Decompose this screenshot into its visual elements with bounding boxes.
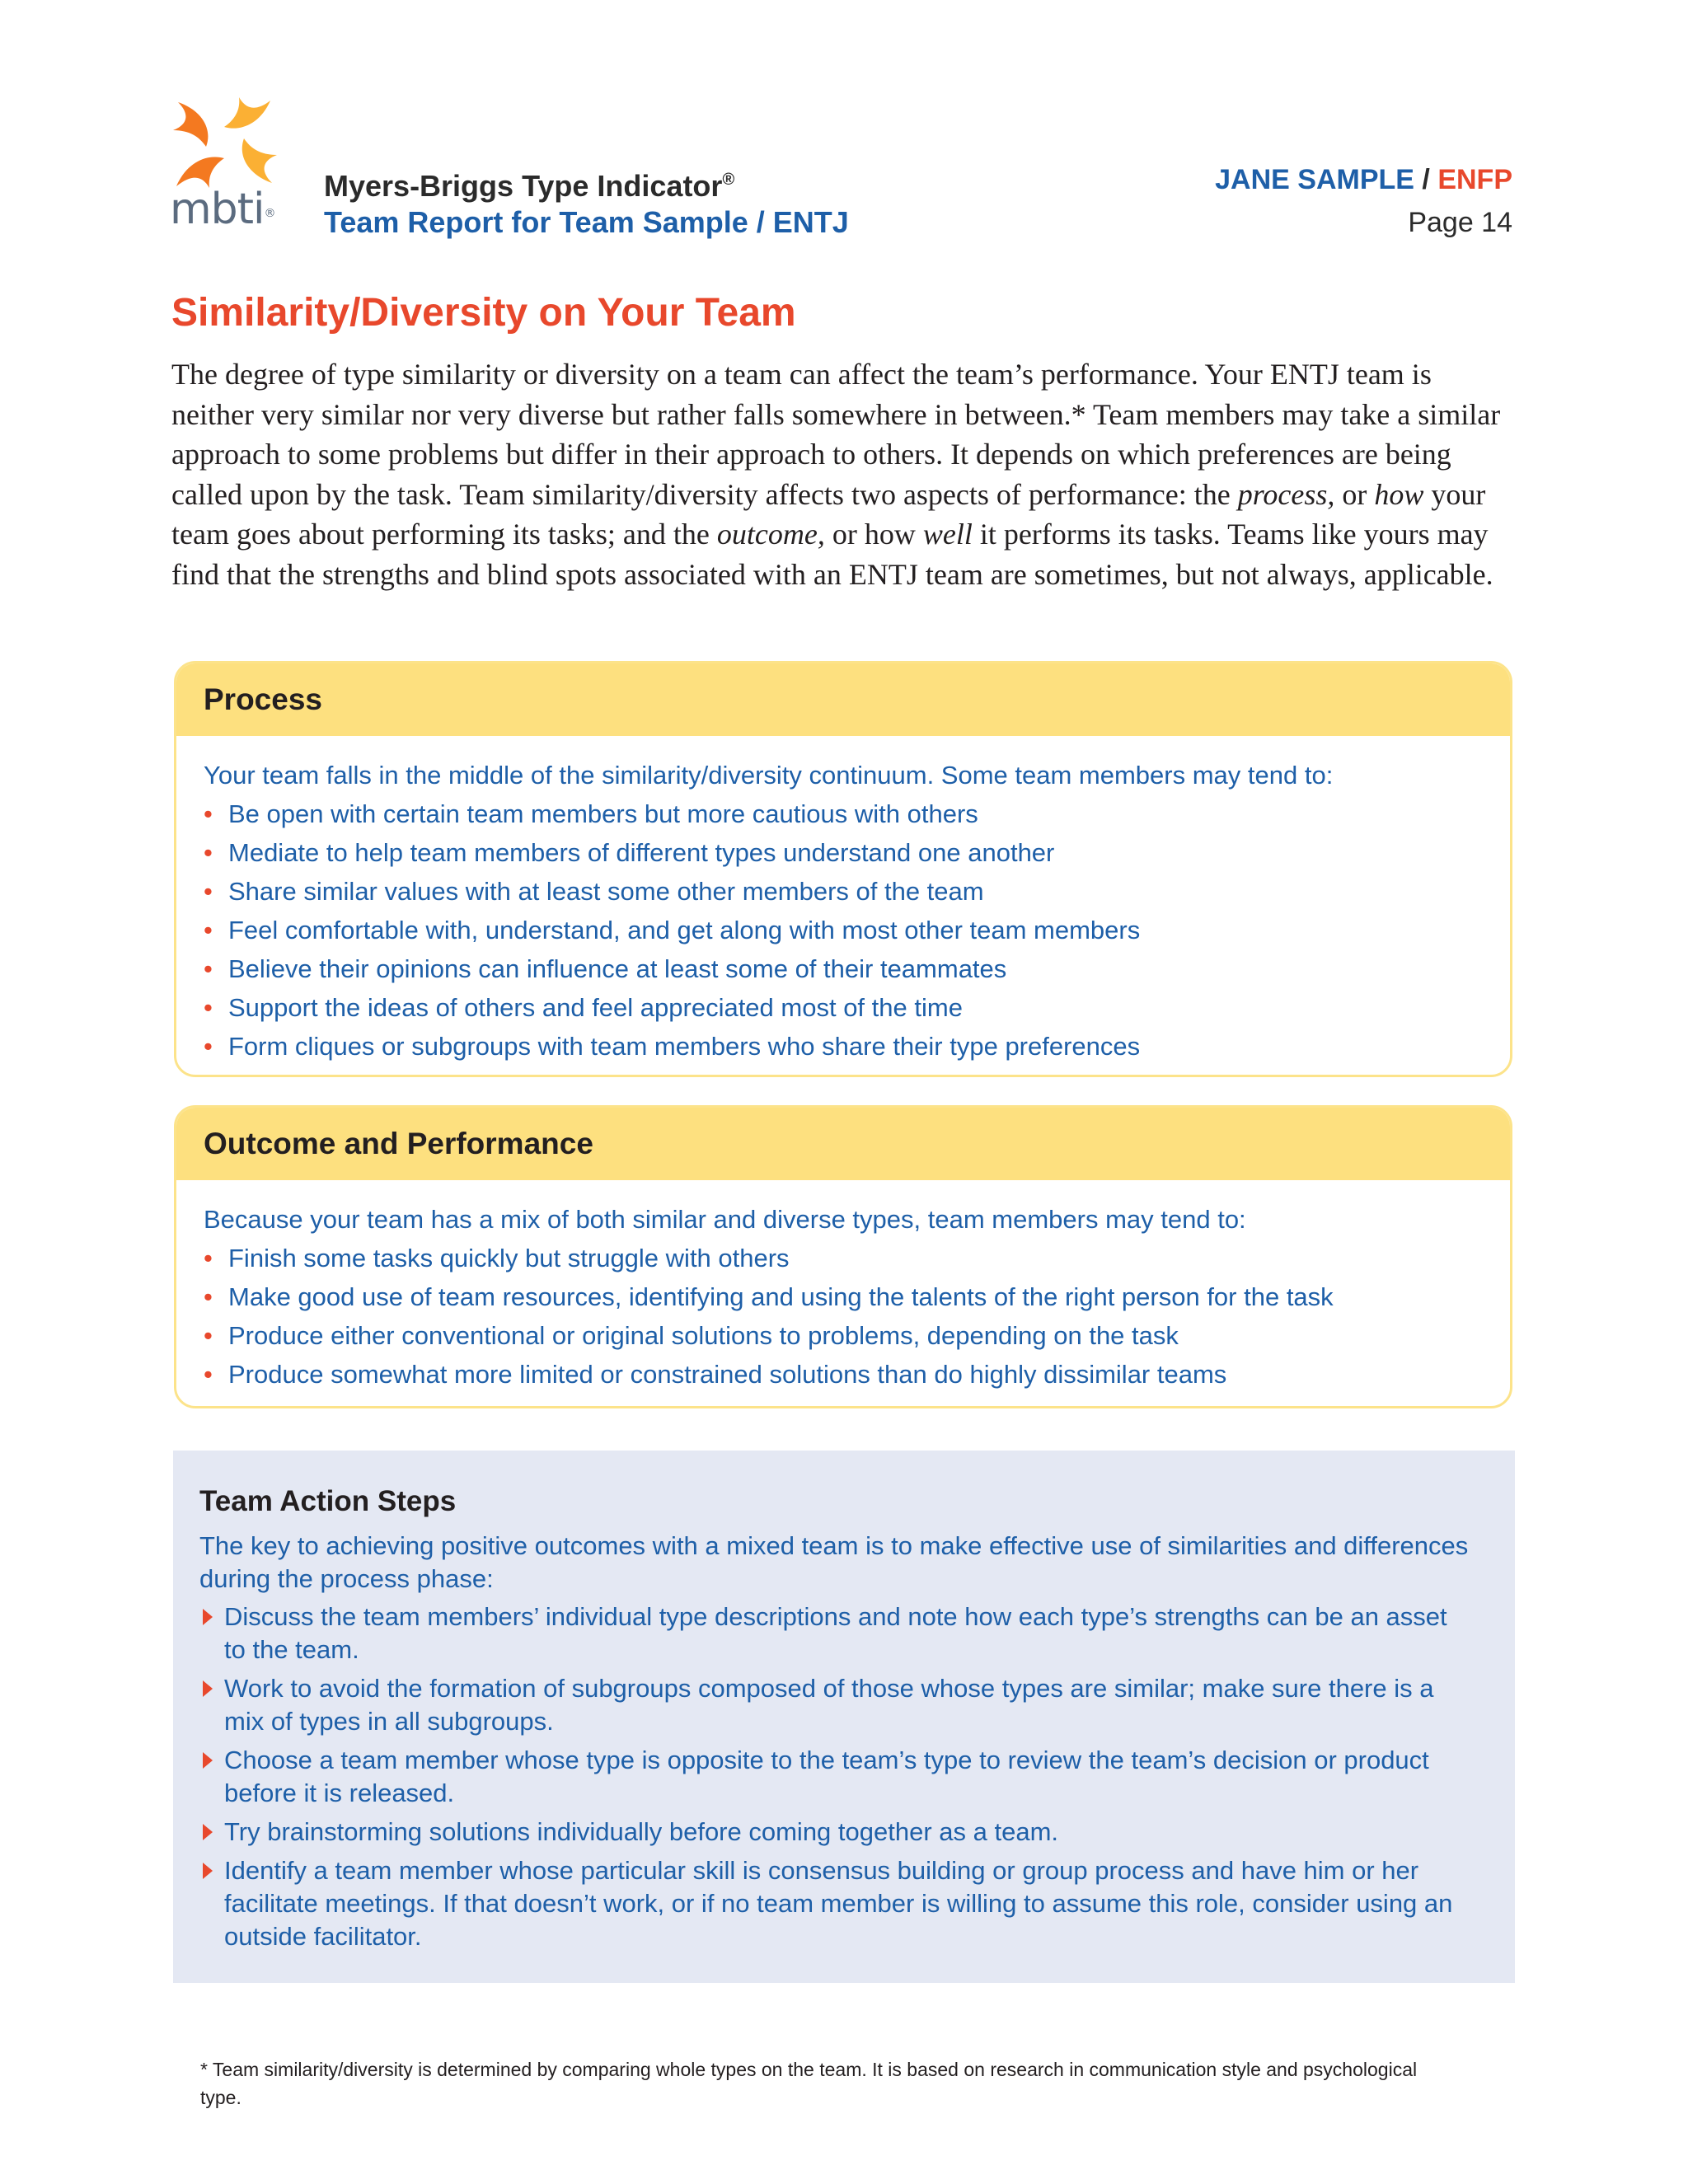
team-action-steps-panel: [173, 1451, 1515, 1983]
bullet-icon: •: [204, 1244, 213, 1272]
bullet-icon: •: [204, 1360, 213, 1389]
list-item: Work to avoid the formation of subgroups composed of those whose types are similar; make sure there is a mix of types in all subgroups.: [199, 1672, 1489, 1738]
list-item: • Produce either conventional or original solutions to problems, depending on the task: [204, 1316, 1483, 1355]
bullet-icon: •: [204, 1282, 213, 1311]
list-item: • Believe their opinions can influence at least some of their teammates: [204, 949, 1483, 988]
report-subtitle: Team Report for Team Sample / ENTJ: [324, 205, 849, 239]
triangle-bullet-icon: [203, 1824, 213, 1840]
action-steps-heading: Team Action Steps: [199, 1485, 457, 1517]
mbti-star-icon: [170, 97, 279, 188]
bullet-icon: •: [204, 993, 213, 1022]
outcome-box: [174, 1105, 1512, 1408]
process-lead: Your team falls in the middle of the similarity/diversity continuum. Some team members may tend to:: [204, 761, 1334, 790]
mbti-wordmark: mbti®: [170, 185, 275, 234]
list-item: Identify a team member whose particular skill is consensus building or group process and have him or her facilitate meetings. If that doesn’t work, or if no team member is willing to assume this role, consider using an outside facilitator.: [199, 1854, 1489, 1953]
bullet-icon: •: [204, 916, 213, 944]
bullet-icon: •: [204, 954, 213, 983]
page-number: Page 14: [1408, 207, 1512, 238]
list-item: • Share similar values with at least some other members of the team: [204, 872, 1483, 911]
mbti-logo: [170, 97, 279, 239]
list-item: • Feel comfortable with, understand, and get along with most other team members: [204, 911, 1483, 949]
triangle-bullet-icon: [203, 1752, 213, 1769]
action-steps-lead: The key to achieving positive outcomes with a mixed team is to make effective use of similarities and differences during the process phase:: [199, 1531, 1469, 1593]
list-item: Choose a team member whose type is opposite to the team’s type to review the team’s decision or product before it is released.: [199, 1744, 1489, 1810]
bullet-icon: •: [204, 1321, 213, 1350]
footnote: * Team similarity/diversity is determined by comparing whole types on the team. It is based on research in communication style and psychological type.: [200, 2059, 1418, 2108]
person-name: JANE SAMPLE: [1215, 164, 1414, 195]
list-item: • Produce somewhat more limited or constrained solutions than do highly dissimilar teams: [204, 1355, 1483, 1394]
outcome-heading: Outcome and Performance: [176, 1108, 1510, 1180]
bullet-icon: •: [204, 838, 213, 867]
list-item: • Be open with certain team members but more cautious with others: [204, 794, 1483, 833]
bullet-icon: •: [204, 1032, 213, 1061]
page-title: Similarity/Diversity on Your Team: [171, 291, 796, 335]
action-steps-list: [199, 1601, 1489, 1953]
bullet-icon: •: [204, 877, 213, 906]
list-item: Try brainstorming solutions individually before coming together as a team.: [199, 1816, 1489, 1849]
triangle-bullet-icon: [203, 1609, 213, 1625]
name-type-separator: /: [1422, 164, 1430, 195]
report-title: Myers-Briggs Type Indicator®: [324, 169, 735, 203]
triangle-bullet-icon: [203, 1863, 213, 1879]
list-item: • Form cliques or subgroups with team members who share their type preferences: [204, 1027, 1483, 1066]
person-type: ENFP: [1437, 164, 1512, 195]
bullet-icon: •: [204, 799, 213, 828]
outcome-list: [204, 1239, 1483, 1394]
list-item: • Finish some tasks quickly but struggle with others: [204, 1239, 1483, 1277]
process-list: [204, 794, 1483, 1066]
process-heading: Process: [176, 663, 1510, 736]
list-item: • Make good use of team resources, identifying and using the talents of the right person for the task: [204, 1277, 1483, 1316]
intro-paragraph: The degree of type similarity or diversity on a team can affect the team’s performance. Your ENTJ team is neither very similar nor very diverse but rather falls somewhere in between.* Team members may take a similar approach to some problems but differ in their approach to others. It depends on which preferences are being called upon by the task. Team similarity/diversity affects two aspects of performance: the process, or how your team goes about performing its tasks; and the outcome, or how well it performs its tasks. Teams like yours may find that the strengths and blind spots associated with an ENTJ team are sometimes, but not always, applicable.: [171, 358, 1501, 591]
list-item: • Mediate to help team members of different types understand one another: [204, 833, 1483, 872]
list-item: • Support the ideas of others and feel appreciated most of the time: [204, 988, 1483, 1027]
list-item: Discuss the team members’ individual type descriptions and note how each type’s strengths can be an asset to the team.: [199, 1601, 1489, 1666]
triangle-bullet-icon: [203, 1680, 213, 1697]
outcome-lead: Because your team has a mix of both similar and diverse types, team members may tend to:: [204, 1205, 1246, 1234]
process-box: [174, 661, 1512, 1077]
header-person-info: [1215, 158, 1512, 244]
